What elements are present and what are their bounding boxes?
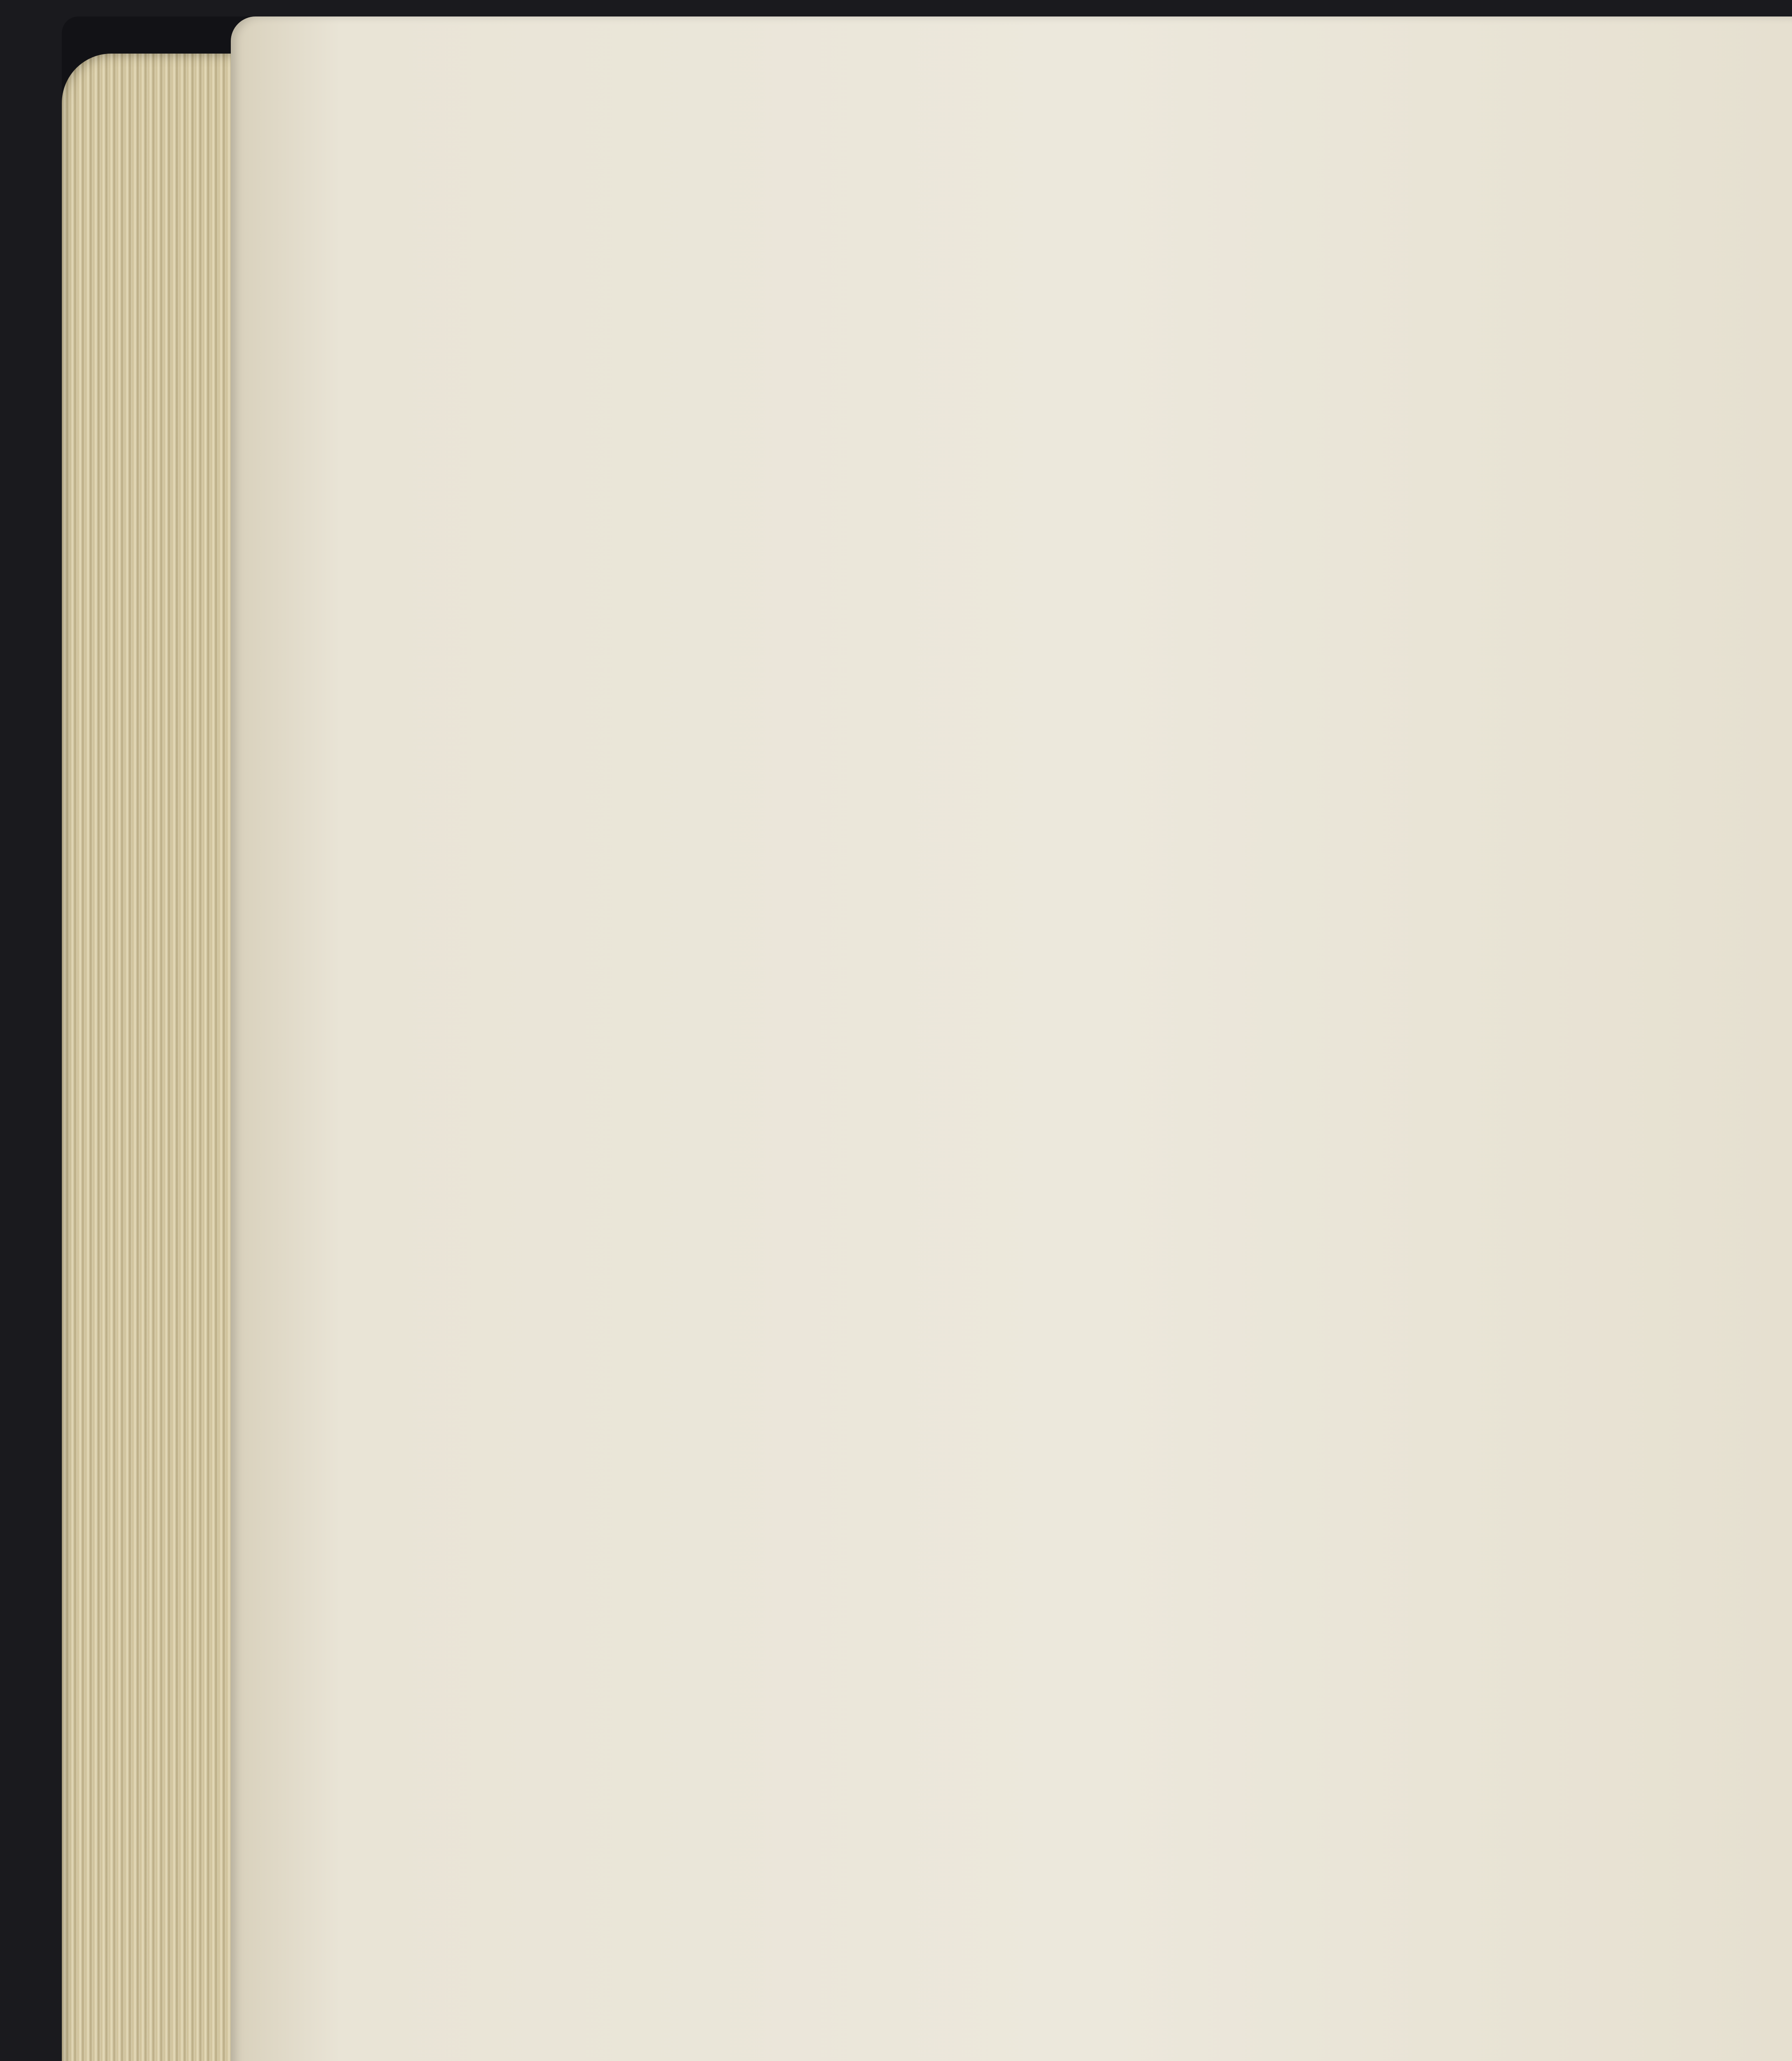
book-page xyxy=(231,16,1792,2061)
